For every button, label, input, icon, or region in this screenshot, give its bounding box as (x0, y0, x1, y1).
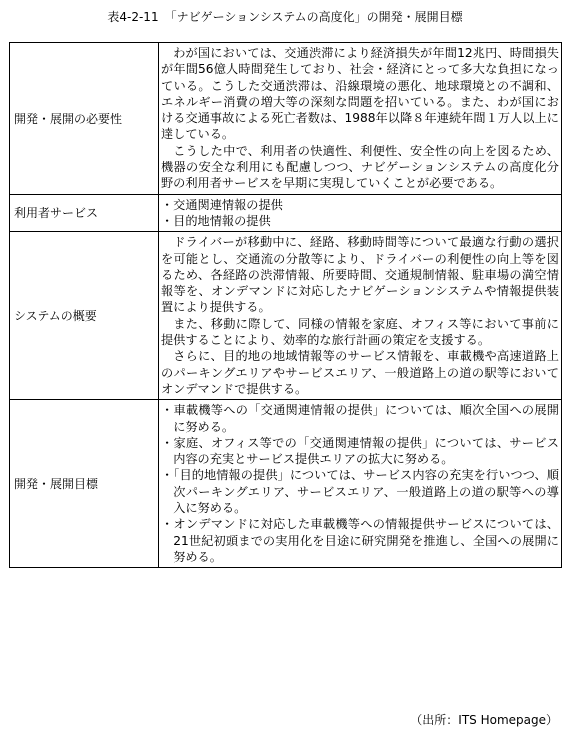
table-row-system-overview (10, 232, 562, 400)
user-service-item-1: ・交通関連情報の提供 (161, 197, 283, 212)
overview-paragraph-2: また、移動に際して、同様の情報を家庭、オフィス等において事前に提供することにより、効率的な旅行計画の策定を支援する。 (161, 316, 559, 348)
row-content-system-overview (159, 232, 562, 400)
table-row-necessity (10, 43, 562, 195)
row-label-user-services: 利用者サービス (10, 194, 159, 232)
goal-item-1: ・車載機等への「交通関連情報の提供」については、順次全国への展開に努める。 (161, 403, 559, 434)
table-row-user-services (10, 194, 562, 232)
development-goals-table (9, 42, 562, 568)
table-caption: 表4-2-11 「ナビゲーションシステムの高度化」の開発・展開目標 (107, 10, 463, 24)
overview-paragraph-1: ドライバーが移動中に、経路、移動時間等について最適な行動の選択を可能とし、交通流の分散等により、ドライバーの利便性の向上等を図るため、各経路の渋滞情報、所要時間、交通規制情報、駐車場の満空情報等を、オンデマンドに対応したナビゲーションシステムや情報提供装置により提供する。 (161, 235, 559, 315)
goal-item-3: ・「目的地情報の提供」については、サービス内容の充実を行いつつ、順次パーキングエリア、サービスエリア、一般道路上の道の駅等への導入に努める。 (161, 468, 559, 516)
row-label-system-overview: システムの概要 (10, 232, 159, 400)
row-content-user-services (159, 194, 562, 232)
row-content-goals (159, 400, 562, 568)
table-row-goals (10, 400, 562, 568)
goal-item-2: ・家庭、オフィス等での「交通関連情報の提供」については、サービス内容の充実とサービス提供エリアの拡大に努める。 (161, 435, 559, 467)
row-content-necessity (159, 43, 562, 195)
row-label-necessity: 開発・展開の必要性 (10, 43, 159, 195)
necessity-paragraph-1: わが国においては、交通渋滞により経済損失が年間12兆円、時間損失が年間56億人時間発生しており、社会・経済にとって多大な負担になっている。こうした交通渋滞は、沿線環境の悪化、地球環境との不調和、エネルギー消費の増大等の深刻な問題を招いている。また、わが国における交通事故による死亡者数は、1988年以降８年連続年間１万人以上に達している。 (161, 46, 559, 142)
user-service-item-2: ・目的地情報の提供 (161, 213, 271, 228)
source-note: （出所：ITS Homepage） (410, 713, 558, 727)
overview-paragraph-3: さらに、目的地の地域情報等のサービス情報を、車載機や高速道路上のパーキングエリアやサービスエリア、一般道路上の道の駅等においてオンデマンドで提供する。 (161, 349, 559, 396)
row-label-goals: 開発・展開目標 (10, 400, 159, 568)
necessity-paragraph-2: こうした中で、利用者の快適性、利便性、安全性の向上を図るため、機器の安全な利用にも配慮しつつ、ナビゲーションシステムの高度化分野の利用者サービスを早期に実現していくことが必要である。 (161, 143, 559, 191)
goal-item-4: ・オンデマンドに対応した車載機等への情報提供サービスについては、21世紀初頭までの実用化を目途に研究開発を推進し、全国への展開に努める。 (161, 517, 559, 564)
